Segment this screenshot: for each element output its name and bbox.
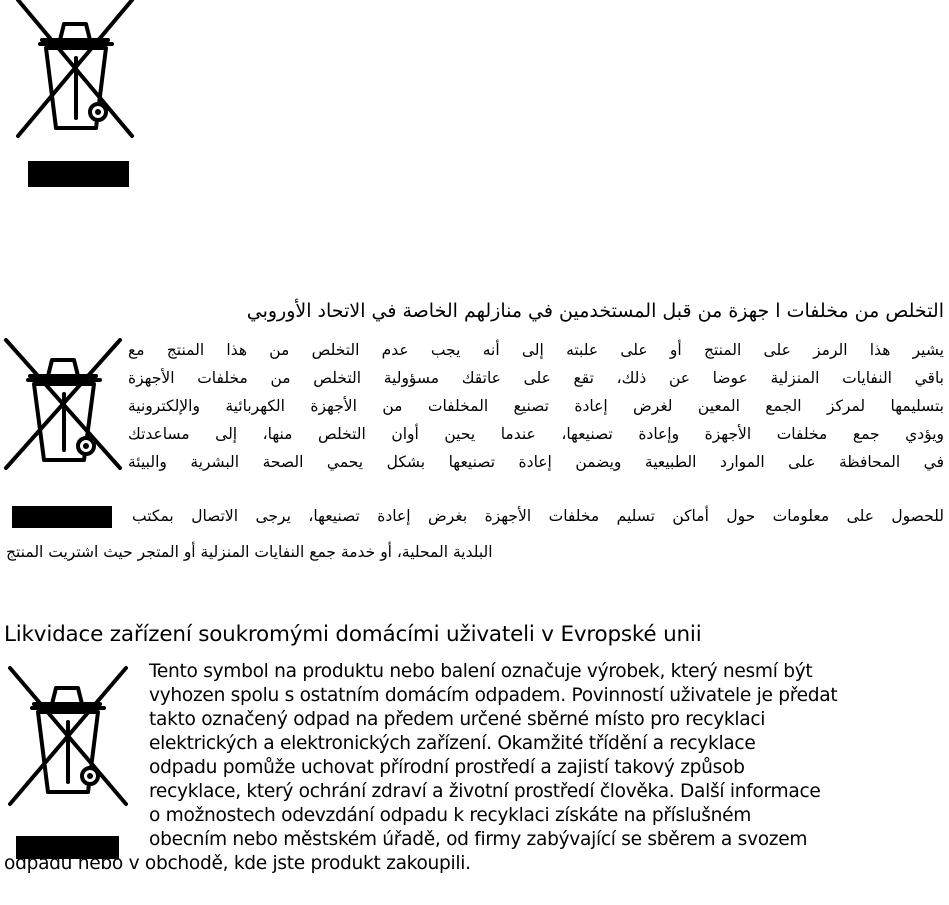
weee-bin-icon <box>6 664 130 808</box>
weee-black-bar <box>12 506 112 528</box>
arabic-line: في المحافظة على الموارد الطبيعية ويضمن إعادة تصنيعها بشكل يحمي الصحة البشرية والبيئة <box>128 453 944 471</box>
arabic-line: يشير هذا الرمز على المنتج أو على علبته إلى أنه يجب عدم التخلص من هذا المنتج مع <box>128 341 944 359</box>
czech-line: o možnostech odevzdání odpadu k recyklaci získáte na příslušném <box>149 805 752 826</box>
weee-black-bar <box>28 161 129 187</box>
weee-bin-icon <box>0 338 126 472</box>
arabic-line: ويؤدي جمع مخلفات الأجهزة وإعادة تصنيعها، عندما يحين أوان التخلص منها، إلى مساعدتك <box>128 425 944 443</box>
czech-line: recyklace, který ochrání zdraví a životní prostředí člověka. Další informace <box>149 781 821 802</box>
weee-bin-icon <box>10 0 140 140</box>
arabic-line: بتسليمها لمركز الجمع المعين لغرض إعادة تصنيع المخلفات من الأجهزة الكهربائية والإلكترونية <box>128 397 944 415</box>
czech-line: odpadu nebo v obchodě, kde jste produkt zakoupili. <box>4 853 471 874</box>
czech-line: obecním nebo městském úřadě, od firmy zabývající se sběrem a svozem <box>149 829 808 850</box>
czech-line: elektrických a elektronických zařízení. Okamžité třídění a recyklace <box>149 733 756 754</box>
czech-line: takto označený odpad na předem určené sběrné místo pro recyklaci <box>149 709 766 730</box>
czech-heading: Likvidace zařízení soukromými domácími uživateli v Evropské unii <box>4 622 702 647</box>
arabic-heading: التخلص من مخلفات ا جهزة من قبل المستخدمين في منازلهم الخاصة في الاتحاد الأوروبي <box>246 300 944 322</box>
czech-line: odpadu pomůže uchovat přírodní prostředí a zajistí takový způsob <box>149 757 745 778</box>
arabic-line: البلدية المحلية، أو خدمة جمع النفايات المنزلية أو المتجر حيث اشتريت المنتج <box>6 543 493 561</box>
arabic-line: باقي النفايات المنزلية عوضا عن ذلك، تقع على عاتقك مسؤولية التخلص من مخلفات الأجهزة <box>128 369 944 387</box>
czech-line: vyhozen spolu s ostatním domácím odpadem. Povinností uživatele je předat <box>149 685 838 706</box>
czech-line: Tento symbol na produktu nebo balení označuje výrobek, který nesmí být <box>149 661 813 682</box>
arabic-line: للحصول على معلومات حول أماكن تسليم مخلفات الأجهزة بغرض إعادة تصنيعها، يرجى الاتصال بمكتب <box>132 507 944 525</box>
